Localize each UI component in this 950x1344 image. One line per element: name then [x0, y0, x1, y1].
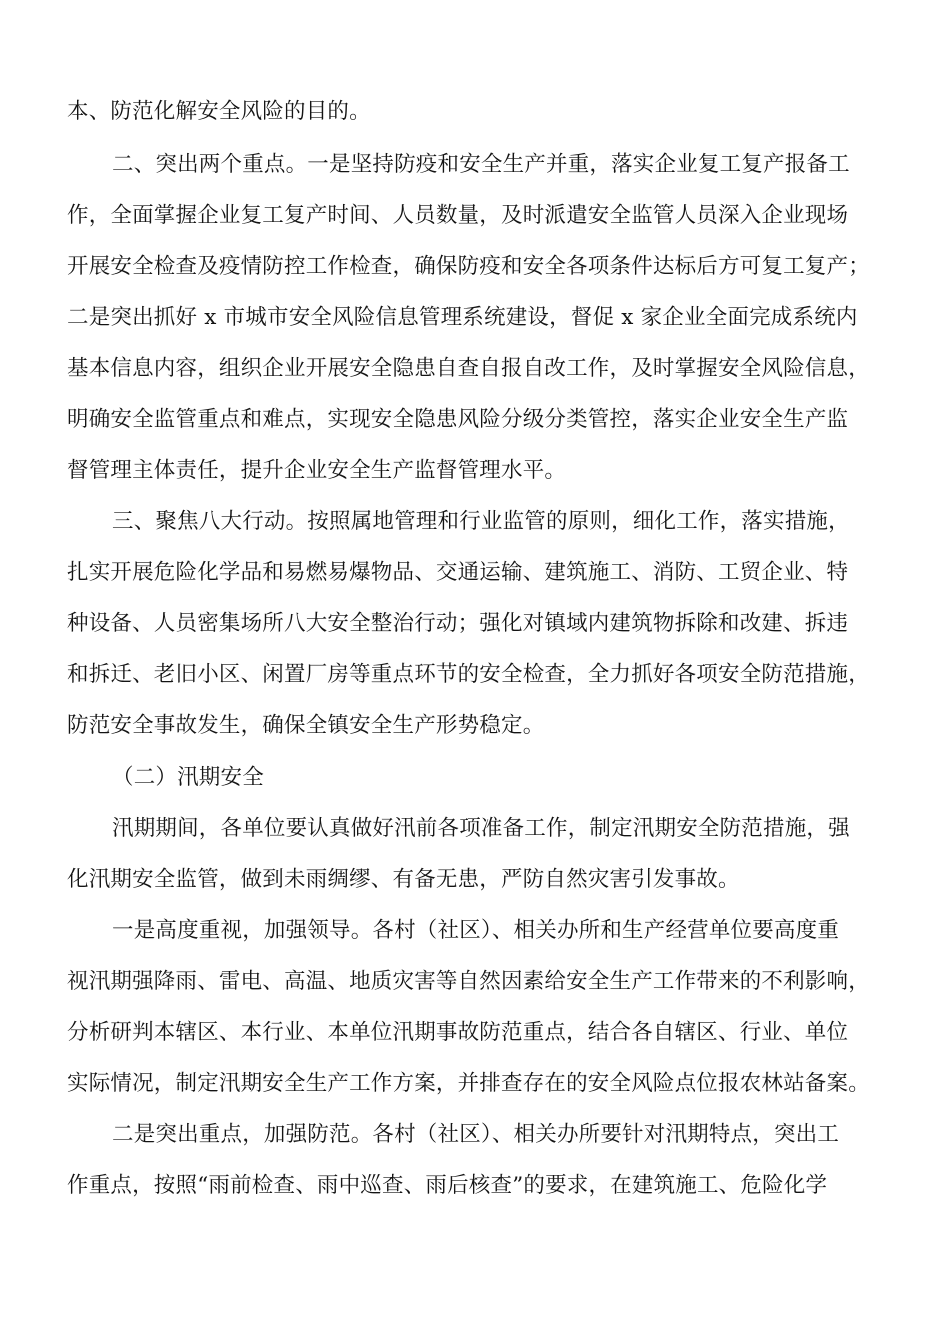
- paragraph-first-line: 一是高度重视，加强领导。各村（社区）、相关办所和生产经营单位要高度重: [112, 918, 840, 943]
- text-line: 基本信息内容，组织企业开展安全隐患自查自报自改工作，及时掌握安全风险信息，: [67, 356, 870, 381]
- text-line: 开展安全检查及疫情防控工作检查，确保防疫和安全各项条件达标后方可复工复产；: [67, 254, 870, 279]
- text-line: 作，全面掌握企业复工复产时间、人员数量，及时派遣安全监管人员深入企业现场: [67, 203, 849, 228]
- text-line: 明确安全监管重点和难点，实现安全隐患风险分级分类管控，落实企业安全生产监: [67, 407, 849, 432]
- text-line: 二是突出抓好 x 市城市安全风险信息管理系统建设，督促 x 家企业全面完成系统内: [67, 305, 858, 330]
- text-line: 扎实开展危险化学品和易燃易爆物品、交通运输、建筑施工、消防、工贸企业、特: [67, 560, 849, 585]
- paragraph-first-line: 汛期期间，各单位要认真做好汛前各项准备工作，制定汛期安全防范措施，强: [112, 816, 850, 841]
- text-line: 督管理主体责任，提升企业安全生产监督管理水平。: [67, 458, 567, 483]
- text-line: 本、防范化解安全风险的目的。: [67, 99, 371, 124]
- section-heading: （二）汛期安全: [112, 765, 264, 790]
- text-line: 分析研判本辖区、本行业、本单位汛期事故防范重点，结合各自辖区、行业、单位: [67, 1020, 849, 1045]
- text-line: 实际情况，制定汛期安全生产工作方案，并排查存在的安全风险点位报农林站备案。: [67, 1071, 870, 1096]
- paragraph-first-line: 三、聚焦八大行动。按照属地管理和行业监管的原则，细化工作，落实措施，: [112, 509, 850, 534]
- paragraph-first-line: 二是突出重点，加强防范。各村（社区）、相关办所要针对汛期特点，突出工: [112, 1122, 840, 1147]
- text-line: 种设备、人员密集场所八大安全整治行动；强化对镇域内建筑物拆除和改建、拆违: [67, 611, 849, 636]
- text-line: 作重点，按照“雨前检查、雨中巡查、雨后核查”的要求，在建筑施工、危险化学: [67, 1173, 828, 1198]
- paragraph-first-line: 二、突出两个重点。一是坚持防疫和安全生产并重，落实企业复工复产报备工: [112, 152, 850, 177]
- text-line: 视汛期强降雨、雷电、高温、地质灾害等自然因素给安全生产工作带来的不利影响，: [67, 969, 870, 994]
- text-line: 化汛期安全监管，做到未雨绸缪、有备无患，严防自然灾害引发事故。: [67, 867, 740, 892]
- text-line: 防范安全事故发生，确保全镇安全生产形势稳定。: [67, 713, 545, 738]
- text-line: 和拆迁、老旧小区、闲置厂房等重点环节的安全检查，全力抓好各项安全防范措施，: [67, 662, 870, 687]
